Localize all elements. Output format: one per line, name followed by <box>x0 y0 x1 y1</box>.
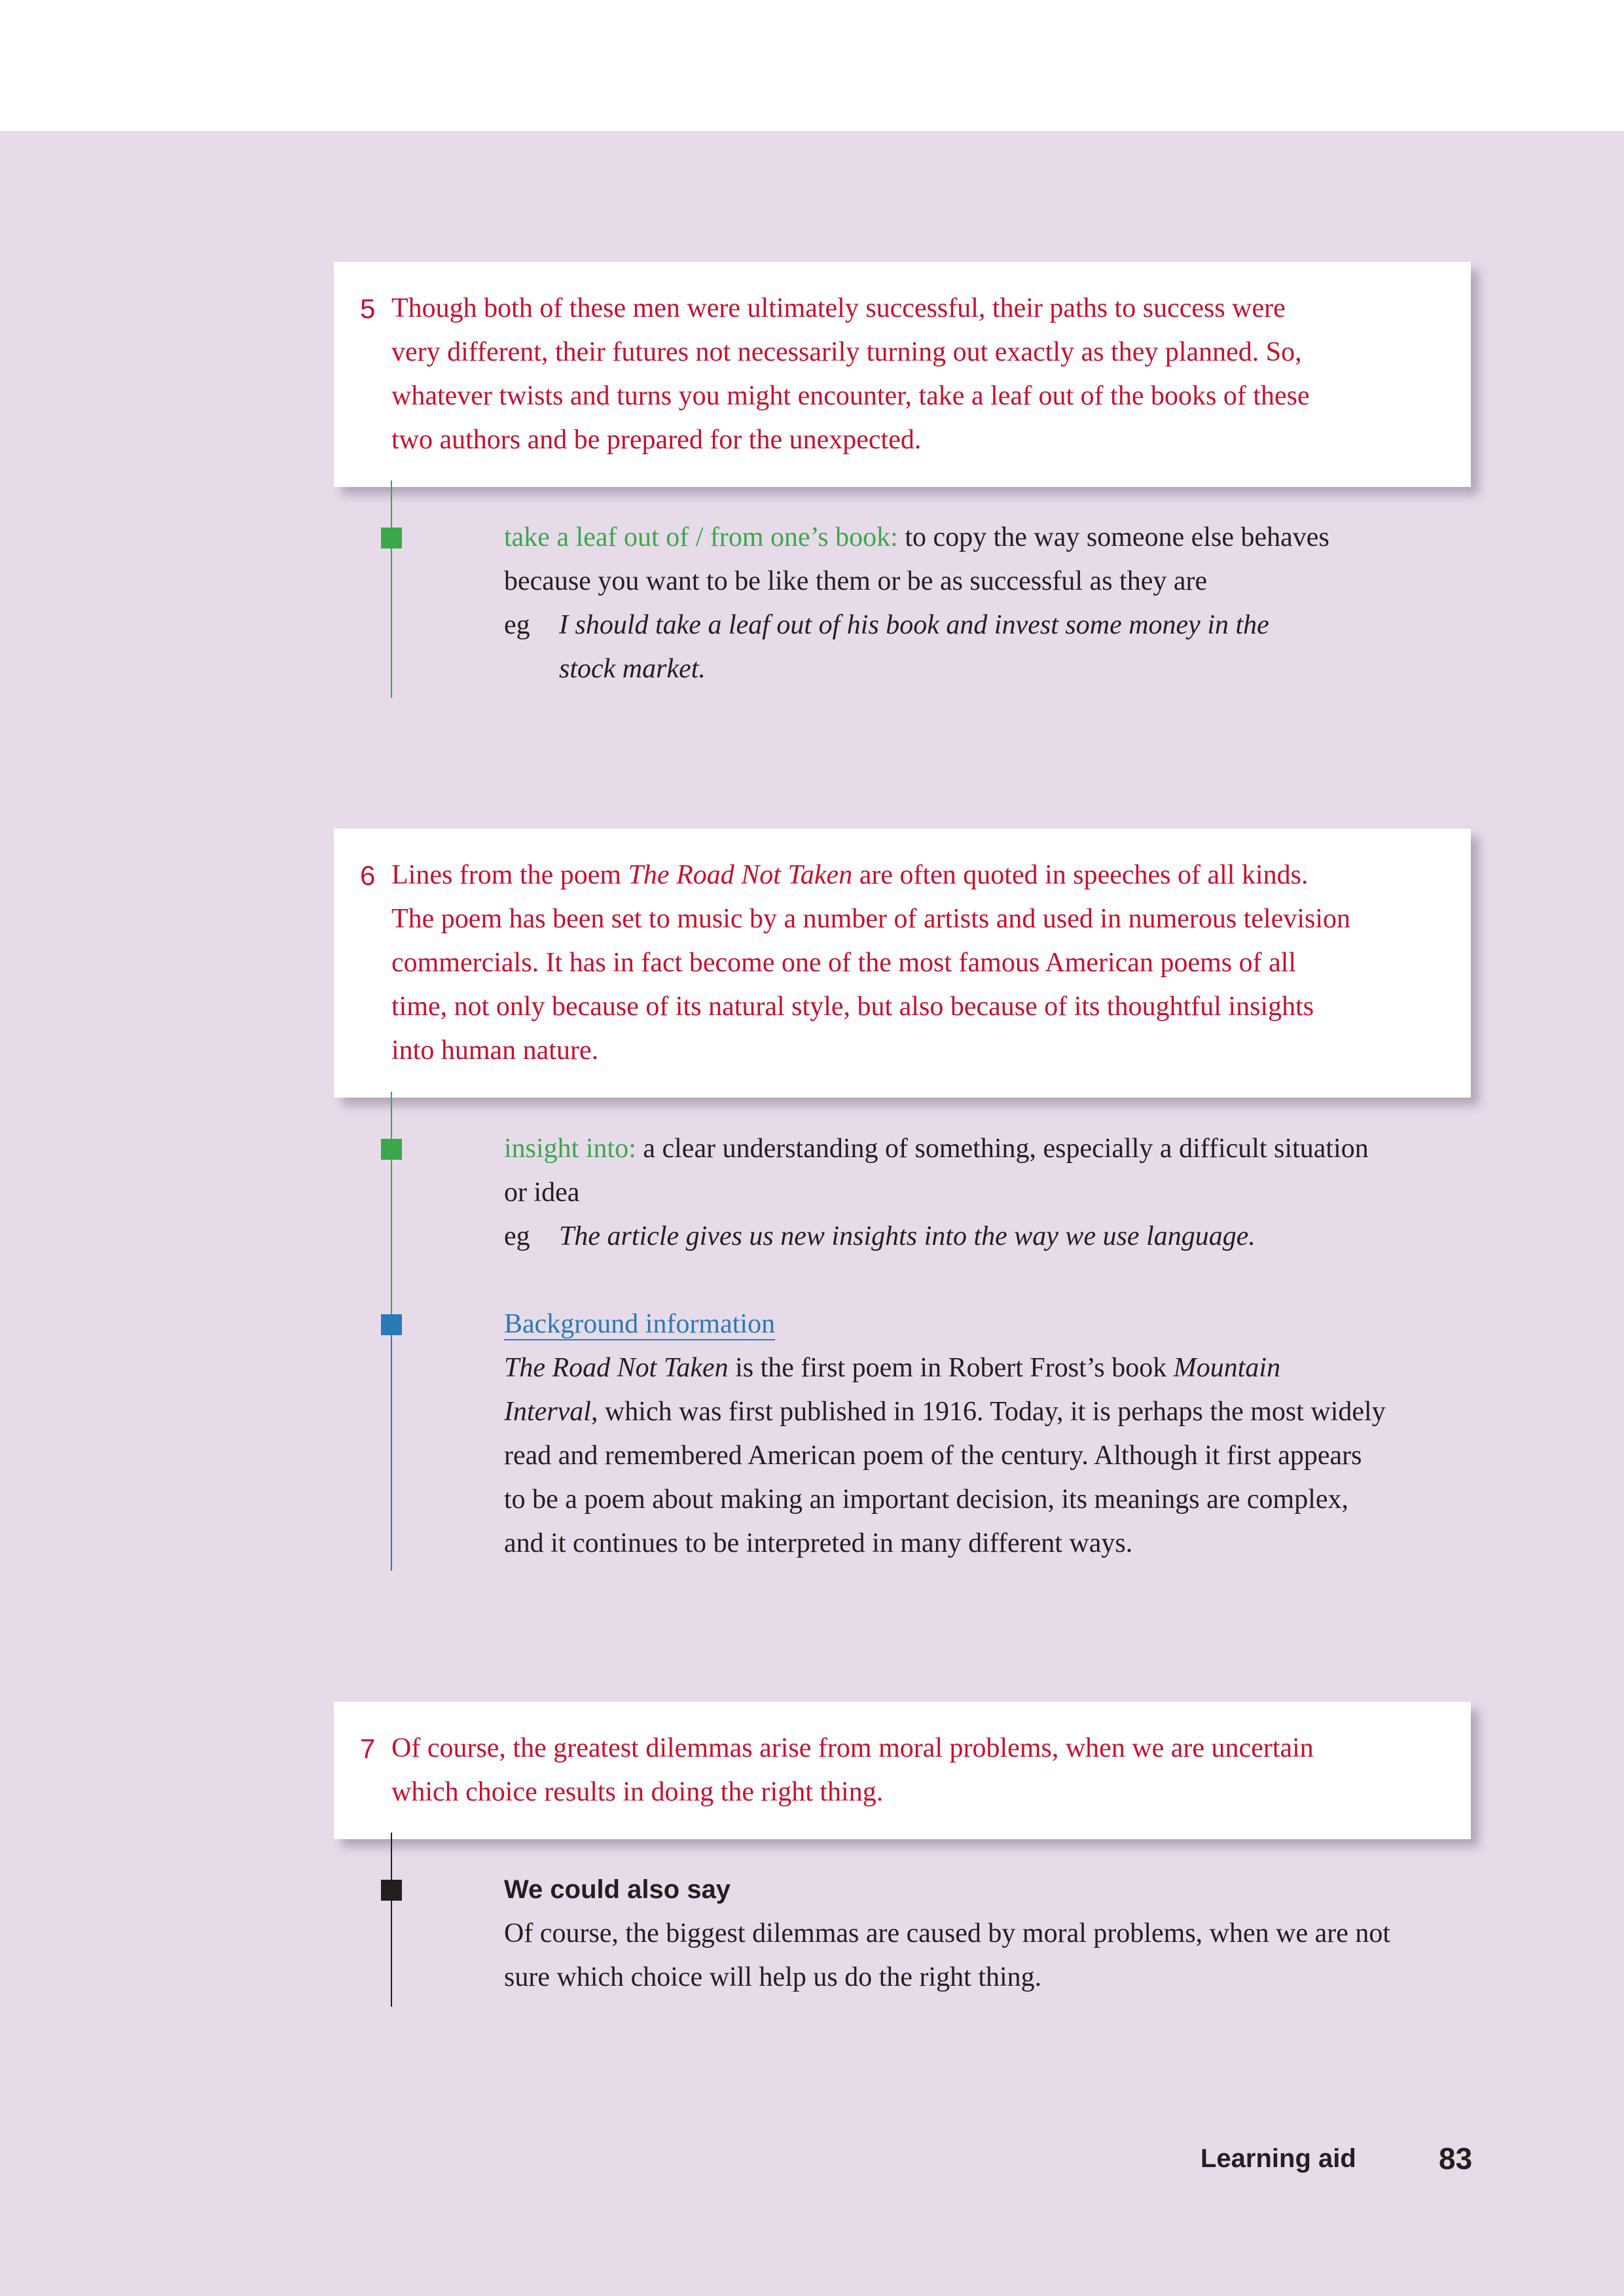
also-say-heading: We could also say <box>504 1875 731 1904</box>
book-title: Mountain <box>1173 1353 1281 1383</box>
background-line: and it continues to be interpreted in many different ways. <box>504 1528 1133 1558</box>
passage-box-5 <box>334 262 1471 487</box>
also-say-note <box>504 1868 1479 2000</box>
background-info-title: Background information <box>504 1309 776 1339</box>
example-sentence: The article gives us new insights into the way we use language. <box>559 1221 1255 1251</box>
passage-text: are often quoted in speeches of all kinds. <box>852 860 1308 890</box>
passage-line: into human nature. <box>391 1035 599 1066</box>
passage-line: Of course, the greatest dilemmas arise from moral problems, when we are uncertain <box>391 1733 1314 1763</box>
passage-line: very different, their futures not necessarily turning out exactly as they planned. So, <box>391 337 1302 367</box>
passage-box-6 <box>334 829 1471 1098</box>
passage-box-7 <box>334 1702 1471 1839</box>
background-text: , which was first published in 1916. Today, it is perhaps the most widely <box>590 1397 1386 1427</box>
passage-number: 7 <box>360 1733 376 1764</box>
annotation-line-green <box>391 480 392 698</box>
passage-text: Lines from the poem <box>391 860 628 890</box>
passage-line: Though both of these men were ultimately successful, their paths to success were <box>391 293 1286 323</box>
annotation-line-black <box>391 1833 392 2007</box>
vocab-marker <box>381 1139 402 1160</box>
book-title: Interval <box>504 1397 591 1427</box>
background-line: read and remembered American poem of the century. Although it first appears <box>504 1441 1362 1471</box>
vocab-marker <box>381 528 402 548</box>
passage-line: commercials. It has in fact become one of the most famous American poems of all <box>391 948 1297 978</box>
poem-title: The Road Not Taken <box>504 1353 729 1383</box>
passage-line: two authors and be prepared for the unexpected. <box>391 425 922 455</box>
background-marker <box>381 1314 402 1335</box>
poem-title: The Road Not Taken <box>628 860 853 890</box>
passage-line: whatever twists and turns you might encounter, take a leaf out of the books of these <box>391 381 1310 411</box>
passage-number: 5 <box>360 293 376 324</box>
vocab-note-5 <box>504 516 1479 691</box>
vocab-definition: a clear understanding of something, especially a difficult situation <box>636 1134 1369 1164</box>
vocab-definition: to copy the way someone else behaves <box>897 522 1329 552</box>
vocab-definition-cont: because you want to be like them or be as successful as they are <box>504 566 1208 596</box>
vocab-term: insight into: <box>504 1134 636 1164</box>
also-say-line: Of course, the biggest dilemmas are caused by moral problems, when we are not <box>504 1918 1391 1948</box>
eg-label: eg <box>504 1221 530 1251</box>
annotation-line-green <box>391 1092 392 1316</box>
eg-label: eg <box>504 610 530 640</box>
passage-line: The poem has been set to music by a number of artists and used in numerous television <box>391 904 1351 934</box>
vocab-definition-cont: or idea <box>504 1177 580 1208</box>
passage-line: which choice results in doing the right thing. <box>391 1777 884 1807</box>
background-line: to be a poem about making an important decision, its meanings are complex, <box>504 1484 1349 1515</box>
vocab-note-6 <box>504 1127 1479 1259</box>
page-number: 83 <box>1439 2142 1473 2176</box>
background-info <box>504 1302 1479 1566</box>
example-sentence: stock market. <box>559 654 706 684</box>
passage-number: 6 <box>360 860 376 891</box>
passage-line: time, not only because of its natural style, but also because of its thoughtful insights <box>391 992 1314 1022</box>
footer-label: Learning aid <box>1200 2144 1356 2173</box>
background-text: is the first poem in Robert Frost’s book <box>728 1353 1174 1383</box>
also-say-line: sure which choice will help us do the right thing. <box>504 1962 1042 1992</box>
also-say-marker <box>381 1880 402 1901</box>
annotation-line-blue <box>391 1316 392 1571</box>
vocab-term: take a leaf out of / from one’s book: <box>504 522 898 552</box>
example-sentence: I should take a leaf out of his book and invest some money in the <box>559 610 1269 640</box>
